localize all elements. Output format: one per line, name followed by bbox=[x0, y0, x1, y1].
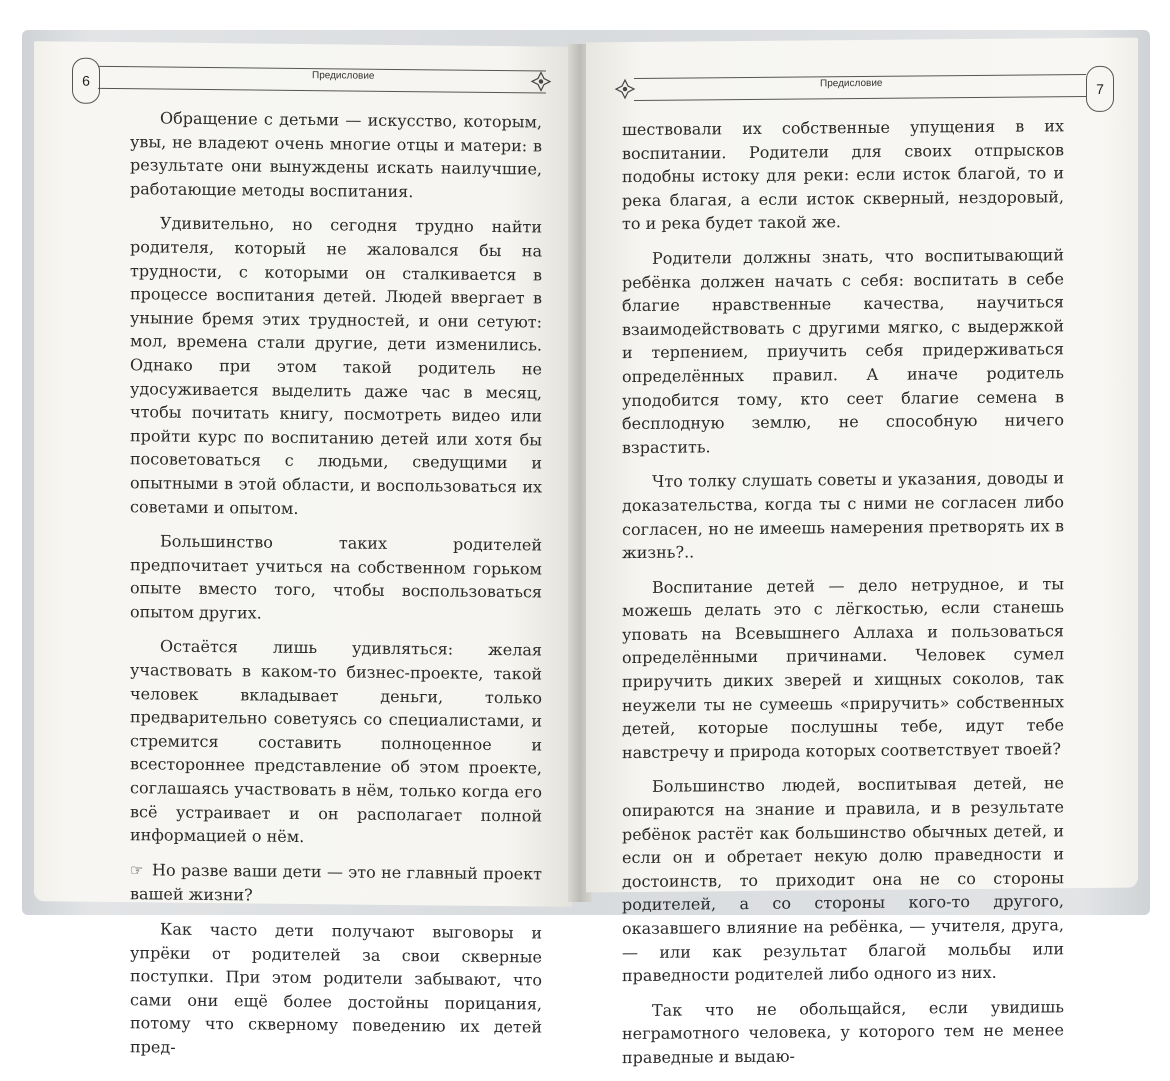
paragraph: Что толку слушать советы и указания, доводы и доказательства, когда ты с ними не согласен либо согласен, но не имеешь намерения претворять их в жизнь?.. bbox=[622, 468, 1064, 563]
paragraph: Обращение с детьми — искусство, которым, увы, не владеют очень многие отцы и матери: в результате они вынуждены искать наилучшие, работающие методы воспитания. bbox=[130, 108, 542, 201]
paragraph: Большинство таких родителей предпочитает учиться на собственном горьком опыте вместо того, чтобы воспользоваться опытом других. bbox=[130, 531, 542, 623]
left-running-header bbox=[72, 64, 550, 101]
left-page-number: 6 bbox=[72, 58, 100, 104]
floral-ornament-icon bbox=[614, 78, 636, 100]
paragraph: Удивительно, но сегодня трудно найти родителя, который не жаловался бы на трудности, с которыми он сталкивается в процессе воспитания детей. Людей ввергает в уныние бремя этих трудностей, и они сетуют: мол, времена стали другие, дети изменились. Однако при этом такой родитель не удосуживается выделить даже час в месяц, чтобы почитать книгу, посмотреть видео или пройти курс по воспитанию детей или хотя бы посоветоваться с людьми, сведущими и опытными в этой области, и воспользоваться их советами и опытом. bbox=[130, 213, 542, 518]
right-body-text bbox=[622, 114, 1064, 1080]
paragraph: Воспитание детей — дело нетрудное, и ты можешь делать это с лёгкостью, если станешь уповать на Всевышнего Аллаха и пользоваться определёнными причинами. Человек сумел приручить диких зверей и хищных соколов, так неужели ты не сумеешь «приручить» собственных детей, которые послушны тебе, идут тебе навстречу и природа которых соответствует твоей? bbox=[622, 573, 1064, 762]
paragraph: Большинство людей, воспитывая детей, не опираются на знание и правила, и в результате ребёнок растёт как большинство обычных детей, и если он и обретает некую долю праведности и достоинств, то приходит она не со стороны родителей, а со стороны кого-то другого, оказавшего влияние на ребёнка, — учителя, друга, — или как результат благой мольбы или праведности родителей либо одного из них. bbox=[622, 773, 1064, 986]
continuation-paragraph: шествовали их собственные упущения в их воспитании. Родители для своих отпрысков подобны истоку для реки: если исток благой, то и река благая, а если исток скверный, нездоровый, то и река будет такой же. bbox=[622, 116, 1064, 234]
pointer-paragraph-text: Но разве ваши дети — это не главный проект вашей жизни? bbox=[130, 860, 542, 905]
left-header-title: Предисловие bbox=[312, 70, 375, 82]
left-body-text bbox=[130, 106, 542, 1074]
right-page bbox=[586, 38, 1138, 1068]
paragraph: Родители должны знать, что воспитывающий ребёнка должен начать с себя: воспитать в себе благие нравственные качества, научиться взаимодействовать с другими мягко, с выдержкой и терпением, приучить себя придерживаться определённых правил. А иначе родитель уподобится тому, кто сеет благие семена в бесплодную землю, не способную ничего взрастить. bbox=[622, 245, 1064, 457]
left-page bbox=[34, 41, 572, 1057]
floral-ornament-icon bbox=[530, 70, 552, 92]
right-header-title: Предисловие bbox=[820, 77, 883, 90]
pointer-paragraph bbox=[130, 858, 542, 911]
pointing-hand-icon: ☞ bbox=[130, 861, 144, 880]
paragraph: Остаётся лишь удивляться: желая участвовать в каком-то бизнес-проекте, такой человек вкладывает деньги, только предварительно советуясь со специалистами, и стремится составить полноценное и всестороннее представление об этом проекте, соглашаясь участвовать в нём, только когда его всё устраивает и он располагает полной информацией о нём. bbox=[130, 636, 542, 847]
right-running-header bbox=[614, 72, 1112, 108]
paragraph: Как часто дети получают выговоры и упрёки от родителей за свои скверные поступки. При этом родители забывают, что сами они ещё более достойны порицания, потому что скверному поведению их детей пред- bbox=[130, 919, 542, 1057]
paragraph: Так что не обольщайся, если увидишь неграмотного человека, у которого тем не менее праведные и выдаю- bbox=[622, 997, 1064, 1068]
right-page-number: 7 bbox=[1086, 66, 1114, 112]
